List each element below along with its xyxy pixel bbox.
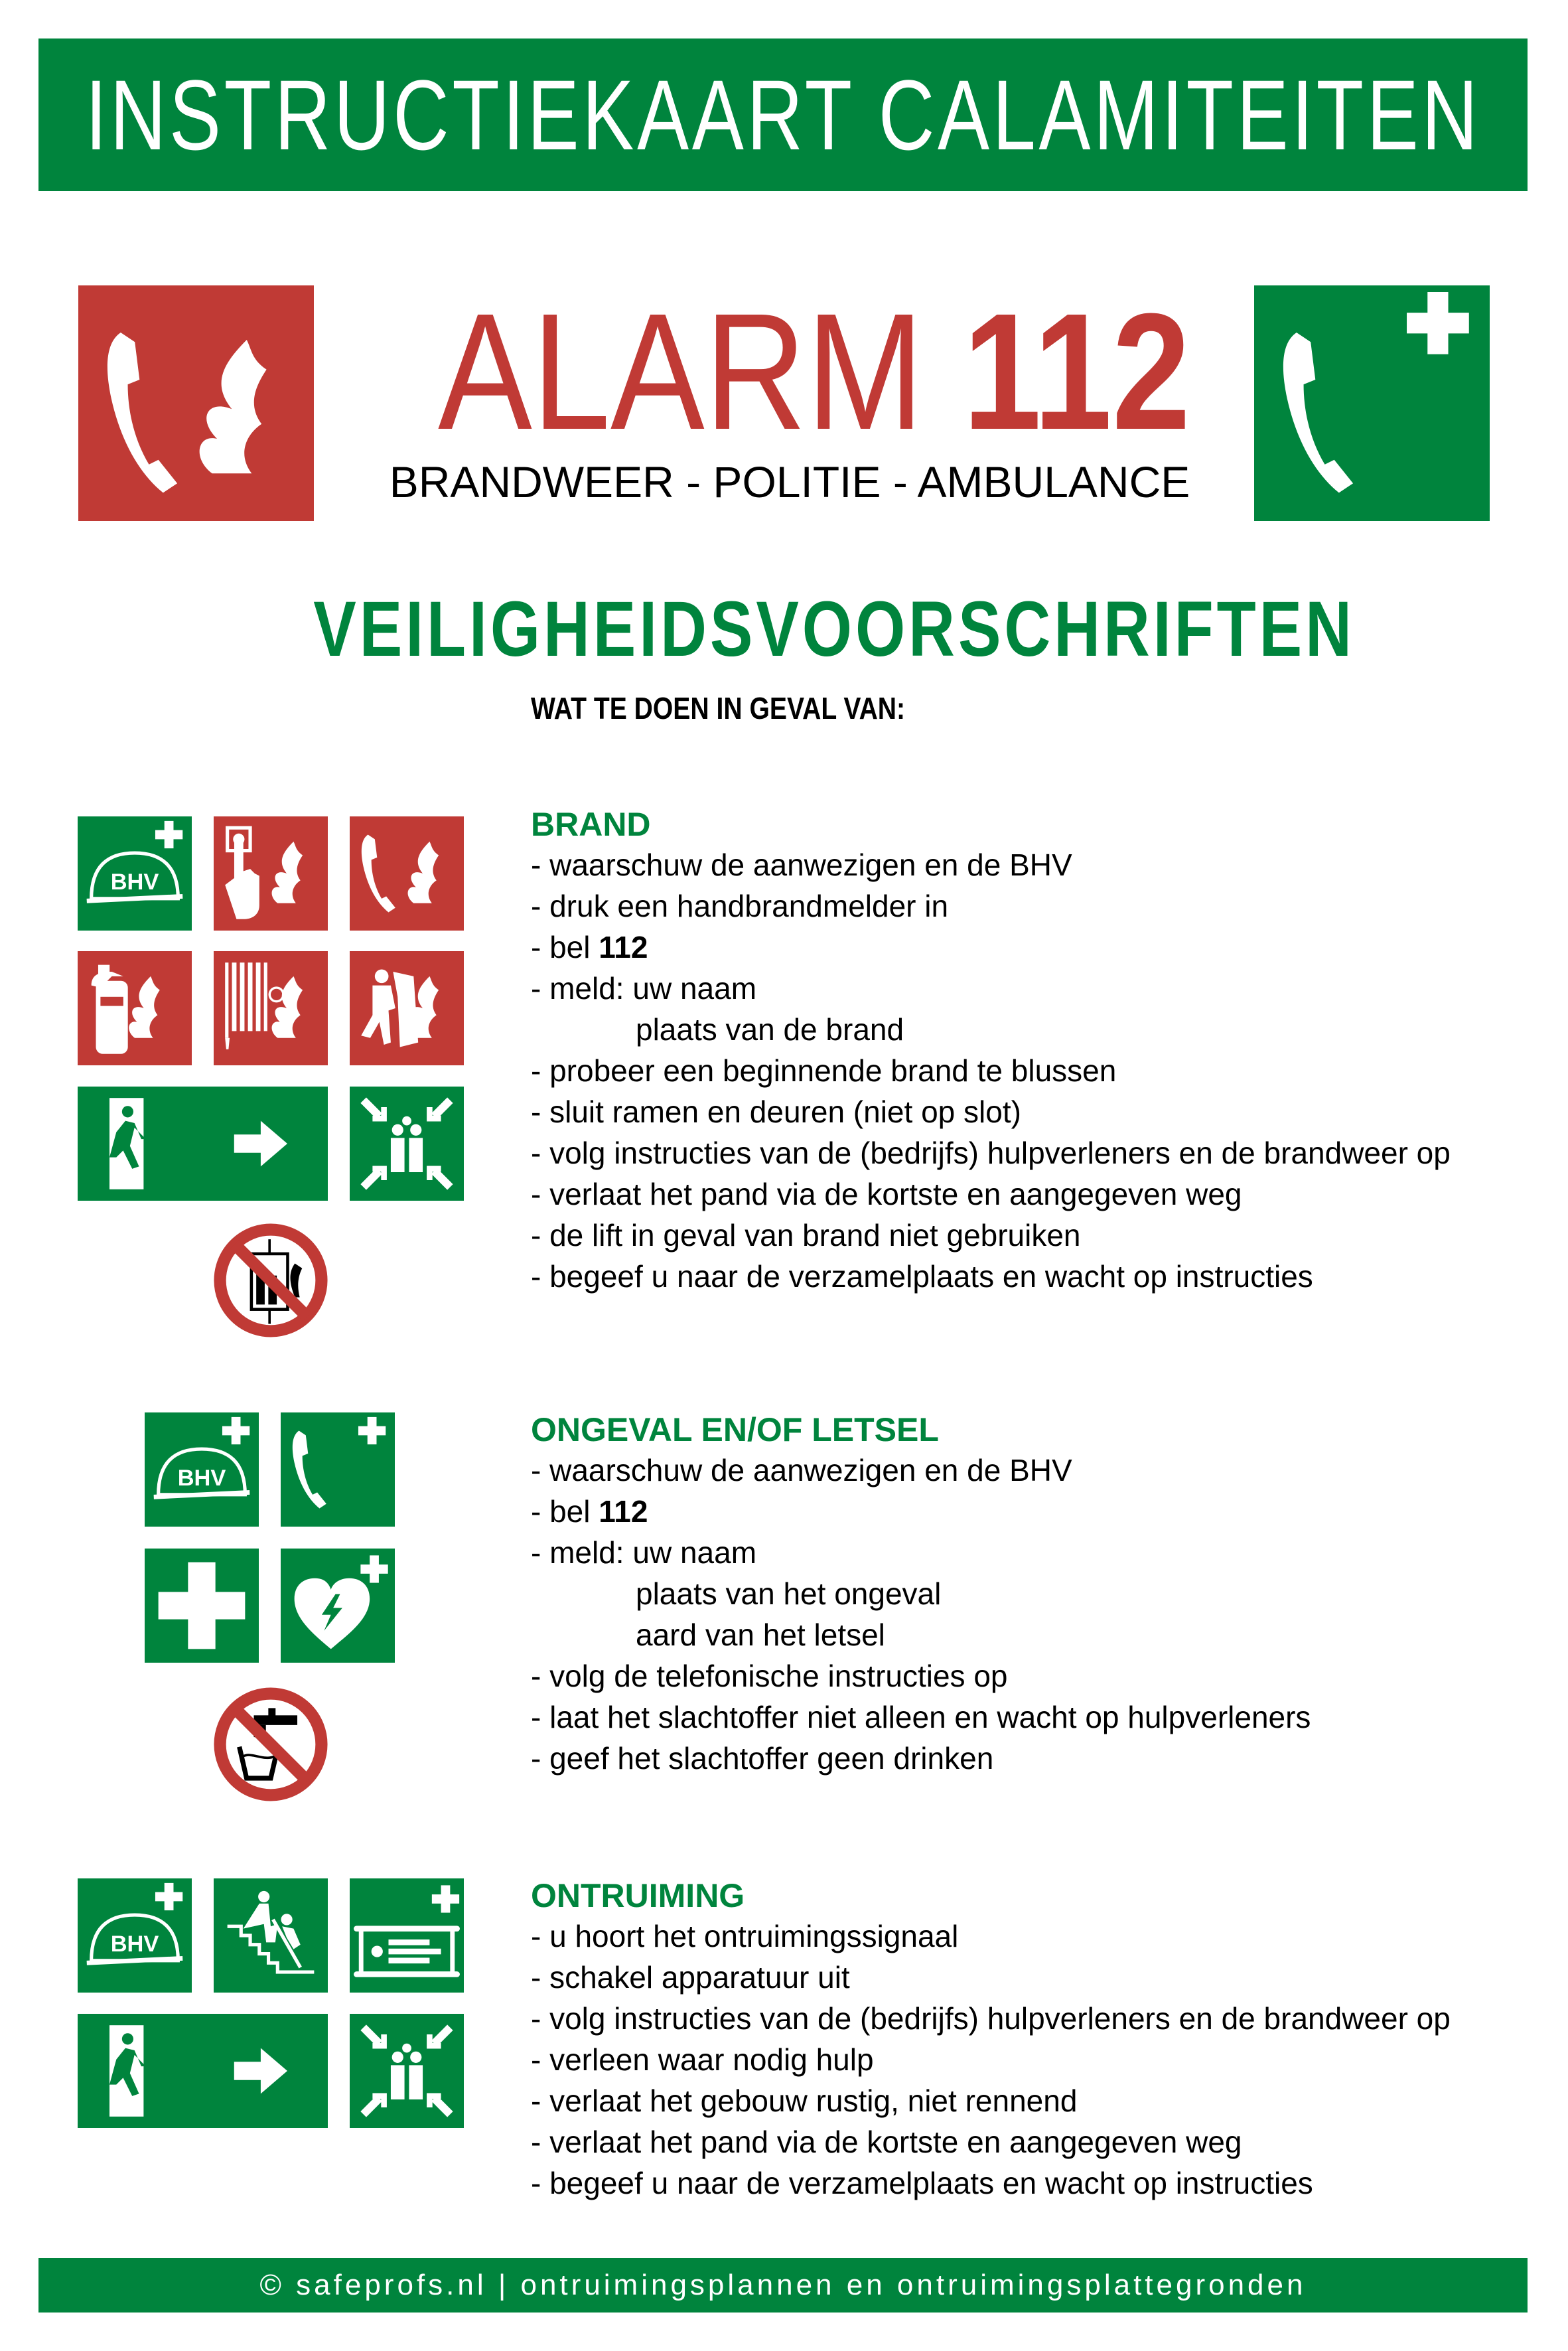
header-banner — [38, 38, 1528, 191]
safety-title-text: VEILIGHEIDSVOORSCHRIFTEN — [313, 585, 1355, 673]
section-ontruiming — [531, 1876, 1451, 2204]
list-item-text: - bel — [531, 1494, 599, 1529]
emergency-telephone-icon — [1254, 285, 1490, 521]
emergency-number: 112 — [599, 1494, 648, 1529]
section-title: ONTRUIMING — [531, 1877, 745, 1914]
bhv-helmet-icon — [145, 1412, 259, 1527]
emergency-number: 112 — [599, 930, 648, 964]
list-item: - de lift in geval van brand niet gebruiken — [531, 1218, 1081, 1252]
no-drinking-icon — [210, 1684, 331, 1805]
safety-subtitle — [531, 690, 971, 726]
list-item: - volg instructies van de (bedrijfs) hulpverleners en de brandweer op — [531, 1136, 1451, 1170]
alarm-word: ALARM — [438, 279, 924, 464]
fire-telephone-icon — [350, 816, 464, 931]
safety-title — [199, 584, 1360, 674]
fire-alarm-telephone-icon — [78, 285, 314, 521]
stretcher-icon — [350, 1878, 464, 1993]
list-item: - begeef u naar de verzamelplaats en wacht op instructies — [531, 2166, 1313, 2200]
fire-extinguisher-icon — [78, 951, 192, 1065]
footer-banner — [38, 2258, 1528, 2313]
list-item: - verlaat het gebouw rustig, niet rennend — [531, 2084, 1078, 2118]
evacuation-chair-icon — [214, 1878, 328, 1993]
instruction-list — [531, 1916, 1451, 2204]
list-item: - druk een handbrandmelder in — [531, 889, 949, 923]
assembly-point-icon — [350, 1087, 464, 1201]
aed-heart-icon — [281, 1549, 395, 1663]
list-item: - laat het slachtoffer niet alleen en wacht op hulpverleners — [531, 1700, 1311, 1734]
exit-arrow-right-icon — [78, 1087, 328, 1201]
fire-hose-icon — [214, 951, 328, 1065]
fire-alarm-button-icon — [214, 816, 328, 931]
section-title: ONGEVAL EN/OF LETSEL — [531, 1411, 939, 1448]
footer-text: © safeprofs.nl | ontruimingsplannen en ontruimingsplattegronden — [259, 2269, 1307, 2301]
alarm-heading — [372, 279, 1208, 464]
bhv-helmet-icon — [78, 816, 192, 931]
list-item: - geef het slachtoffer geen drinken — [531, 1741, 994, 1776]
instruction-list — [531, 1450, 1311, 1779]
list-item: - probeer een beginnende brand te blussen — [531, 1053, 1117, 1088]
list-item: - verlaat het pand via de kortste en aangegeven weg — [531, 1177, 1242, 1211]
list-item: - meld: uw naam — [531, 1535, 757, 1570]
list-item-text: - bel — [531, 930, 599, 964]
alarm-services: BRANDWEER - POLITIE - AMBULANCE — [389, 457, 1190, 506]
assembly-point-icon — [350, 2014, 464, 2128]
list-item: - verlaat het pand via de kortste en aangegeven weg — [531, 2125, 1242, 2159]
list-item: - meld: uw naam — [531, 971, 757, 1006]
instruction-list — [531, 844, 1451, 1297]
list-item: - begeef u naar de verzamelplaats en wacht op instructies — [531, 1259, 1313, 1294]
list-item: - u hoort het ontruimingssignaal — [531, 1919, 959, 1953]
list-item: - schakel apparatuur uit — [531, 1960, 850, 1995]
bhv-helmet-icon — [78, 1878, 192, 1993]
fire-blanket-icon — [350, 951, 464, 1065]
list-item — [531, 927, 1451, 968]
safety-subtitle-text: WAT TE DOEN IN GEVAL VAN: — [531, 691, 906, 725]
list-item: aard van het letsel — [636, 1618, 885, 1652]
list-item: plaats van het ongeval — [636, 1576, 942, 1611]
section-title: BRAND — [531, 806, 651, 843]
list-item — [531, 1491, 1311, 1532]
list-item: - waarschuw de aanwezigen en de BHV — [531, 1453, 1072, 1487]
list-item: plaats van de brand — [636, 1012, 904, 1047]
list-item: - sluit ramen en deuren (niet op slot) — [531, 1095, 1021, 1129]
first-aid-cross-icon — [145, 1549, 259, 1663]
list-item: - waarschuw de aanwezigen en de BHV — [531, 848, 1072, 882]
page-title: INSTRUCTIEKAART CALAMITEITEN — [85, 58, 1481, 171]
list-item: - volg de telefonische instructies op — [531, 1659, 1008, 1693]
section-brand — [531, 804, 1451, 1297]
alarm-number: 112 — [963, 279, 1191, 464]
list-item: - volg instructies van de (bedrijfs) hulpverleners en de brandweer op — [531, 2001, 1451, 2036]
emergency-telephone-icon — [281, 1412, 395, 1527]
no-lift-in-fire-icon — [210, 1220, 331, 1341]
list-item: - verleen waar nodig hulp — [531, 2042, 874, 2077]
section-ongeval — [531, 1410, 1311, 1779]
exit-arrow-right-icon — [78, 2014, 328, 2128]
